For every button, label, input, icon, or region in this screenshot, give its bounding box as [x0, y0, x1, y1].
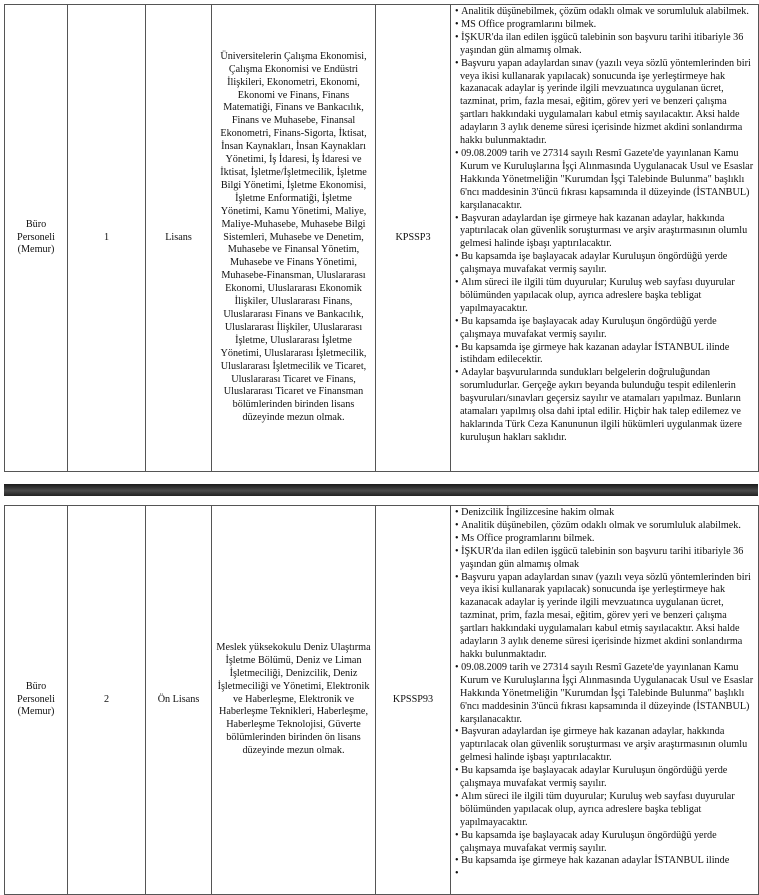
special-requirements — [451, 506, 759, 895]
list-item: • Başvuran adaylardan işe girmeye hak kazanan adaylar, hakkında yaptırılacak olan güvenlik soruşturması ve arşiv araştırmasının olumlu gelmesi halinde işbaşı yaptırılacaktır. — [455, 726, 754, 765]
education-text: Üniversitelerin Çalışma Ekonomisi, Çalışma Ekonomisi ve Endüstri İlişkileri, Ekonometri, Ekonomi, Ekonomi ve Finans, Finans Matematiği, Finans ve Bankacılık, Finans ve Muhasebe, Finansal Ekonometri, Finans-Sigorta, İktisat, İnsan Kaynakları, İnsan Kaynakları Yönetimi, İş İdaresi, İş İdaresi ve İktisat, İşletme/İşletmecilik, İşletme Bilgi Yönetimi, İşletme Ekonomisi, İşletme Enformatiği, İşletme Yönetimi, Kamu Yönetimi, Maliye, Maliye-Muhasebe, Muhasebe Bilgi Sistemleri, Muhasebe ve Denetim, Muhasebe ve Finansal Yönetim, Muhasebe ve Finans Yönetimi, Muhasebe-Finansman, Uluslararası Ekonomi, Uluslararası Ekonomik İlişkiler, Uluslararası Finans, Uluslararası Finans ve Bankacılık, Uluslararası İlişkiler, Uluslararası İşletme, Uluslararası İşletme Yönetimi, Uluslararası İşletmecilik, Uluslararası İşletmecilik ve Ticaret, Uluslararası Ticaret ve Finans, Uluslararası Ticaret ve Finansman bölümlerinden birinden lisans düzeyinde mezun olmak. — [220, 50, 367, 424]
list-item: • Bu kapsamda işe başlayacak aday Kuruluşun öngördüğü yerde çalışmaya muvafakat vermiş sayılır. — [455, 830, 754, 856]
table-row — [5, 506, 759, 895]
position-table-2 — [4, 505, 759, 895]
list-item: • Denizcilik İngilizcesine hakim olmak — [455, 507, 754, 520]
list-item: • Başvuru yapan adaylardan sınav (yazılı veya sözlü yöntemlerinden biri veya ikisi kullanarak yapılacak) sonucunda işe yerleştirmeye hak kazanacak adaylar iş yerinde ilgili mevzuatınca uygulanan ücret, tazminat, prim, fazla mesai, eğitim, görev yeri ve benzeri çalışma şartları hakkındaki uygulamaları kabul etmiş sayılacaktır. Aksi halde adayların 3 aylık deneme süresi içerisinde hizmet akdini sonlandırma hakkı bulunmaktadır. — [455, 572, 754, 662]
education-text: Meslek yüksekokulu Deniz Ulaştırma İşletme Bölümü, Deniz ve Liman İşletmeciliği, Denizcilik, Deniz İşletmeciliği ve Yönetimi, Elektronik ve Haberleşme, Elektronik ve Haberleşme Teknikleri, Haberleşme, Haberleşme Teknolojisi, Güverte bölümlerinden birinden ön lisans düzeyinde mezun olmak. — [216, 641, 371, 757]
list-item: • 09.08.2009 tarih ve 27314 sayılı Resmî Gazete'de yayınlanan Kamu Kurum ve Kuruluşlarına İşçi Alınmasında Uygulanacak Usul ve Esaslar Hakkında Yönetmeliğin "Kurumdan İşçi Talebinde Bulunma" başlıklı 6'ncı maddesinin 3'üncü fıkrası kapsamında il düzeyinde (İSTANBUL) karşılanacaktır. — [455, 148, 754, 213]
education-level: Lisans — [146, 5, 212, 472]
list-item: • Alım süreci ile ilgili tüm duyurular; Kuruluş web sayfası duyurular bölümünden yapılacak olup, ayrıca adreslere başka tebligat yapılmayacaktır. — [455, 791, 754, 830]
list-item: • İŞKUR'da ilan edilen işgücü talebinin son başvuru tarihi itibariyle 36 yaşından gün almamış olmak. — [455, 32, 754, 58]
list-item: • Adaylar başvurularında sundukları belgelerin doğruluğundan sorumludurlar. Gerçeğe aykırı beyanda bulunduğu tespit edilenlerin başvuruları/sınavları geçersiz sayılır ve atamaları yapılmaz. Bunların atamaları yapılmış olsa dahi iptal edilir. Hiçbir hak talep edilemez ve haklarında Türk Ceza Kanununun ilgili hükümleri uygulanmak üzere kuruluşun hakları saklıdır. — [455, 367, 754, 444]
special-requirements — [451, 5, 759, 472]
list-item: • Bu kapsamda işe başlayacak aday Kuruluşun öngördüğü yerde çalışmaya muvafakat vermiş sayılır. — [455, 316, 754, 342]
exam-score-type: KPSSP93 — [376, 506, 451, 895]
list-item: • Alım süreci ile ilgili tüm duyurular; Kuruluş web sayfası duyurular bölümünden yapılacak olup, ayrıca adreslere başka tebligat yapılmayacaktır. — [455, 277, 754, 316]
table-separator-bar — [4, 484, 758, 496]
education-requirements — [212, 506, 376, 895]
education-level: Ön Lisans — [146, 506, 212, 895]
list-item: • Başvuran adaylardan işe girmeye hak kazanan adaylar, hakkında yaptırılacak olan güvenlik soruşturması ve arşiv araştırmasının olumlu gelmesi halinde işbaşı yaptırılacaktır. — [455, 213, 754, 252]
list-item: • MS Office programlarını bilmek. — [455, 19, 754, 32]
exam-score-type: KPSSP3 — [376, 5, 451, 472]
position-table-1 — [4, 4, 759, 472]
requirements-list — [455, 6, 754, 445]
list-item: • Bu kapsamda işe başlayacak adaylar Kuruluşun öngördüğü yerde çalışmaya muvafakat vermiş sayılır. — [455, 765, 754, 791]
requirements-list — [455, 507, 754, 881]
list-item: • İŞKUR'da ilan edilen işgücü talebinin son başvuru tarihi itibariyle 36 yaşından gün almamış olmak — [455, 546, 754, 572]
position-count: 1 — [68, 5, 146, 472]
list-item: • Başvuru yapan adaylardan sınav (yazılı veya sözlü yöntemlerinden biri veya ikisi kullanarak yapılacak) sonucunda işe yerleştirmeye hak kazanacak adaylar iş yerinde ilgili mevzuatınca uygulanan ücret, tazminat, prim, fazla mesai, eğitim, görev yeri ve benzeri çalışma şartları hakkındaki uygulamaları kabul etmiş sayılacaktır. Aksi halde adayların 3 aylık deneme süresi içerisinde hizmet akdini sonlandırma hakkı bulunmaktadır. — [455, 58, 754, 148]
table-row — [5, 5, 759, 472]
position-title: Büro Personeli (Memur) — [5, 506, 68, 895]
position-count: 2 — [68, 506, 146, 895]
list-item: • Analitik düşünebilen, çözüm odaklı olmak ve sorumluluk alabilmek. — [455, 520, 754, 533]
list-item: • Ms Office programlarını bilmek. — [455, 533, 754, 546]
list-item: • 09.08.2009 tarih ve 27314 sayılı Resmî Gazete'de yayınlanan Kamu Kurum ve Kuruluşlarına İşçi Alınmasında Uygulanacak Usul ve Esaslar Hakkında Yönetmeliğin "Kurumdan İşçi Talebinde Bulunma" başlıklı 6'ncı maddesinin 3'üncü fıkrası kapsamında il düzeyinde (İSTANBUL) karşılanacaktır. — [455, 662, 754, 727]
list-item: • Bu kapsamda işe girmeye hak kazanan adaylar İSTANBUL ilinde istihdam edilecektir. — [455, 342, 754, 368]
list-item — [455, 868, 754, 881]
position-title: Büro Personeli (Memur) — [5, 5, 68, 472]
education-requirements — [212, 5, 376, 472]
list-item: • Analitik düşünebilmek, çözüm odaklı olmak ve sorumluluk alabilmek. — [455, 6, 754, 19]
list-item: • Bu kapsamda işe girmeye hak kazanan adaylar İSTANBUL ilinde — [455, 855, 754, 868]
list-item: • Bu kapsamda işe başlayacak adaylar Kuruluşun öngördüğü yerde çalışmaya muvafakat vermiş sayılır. — [455, 251, 754, 277]
